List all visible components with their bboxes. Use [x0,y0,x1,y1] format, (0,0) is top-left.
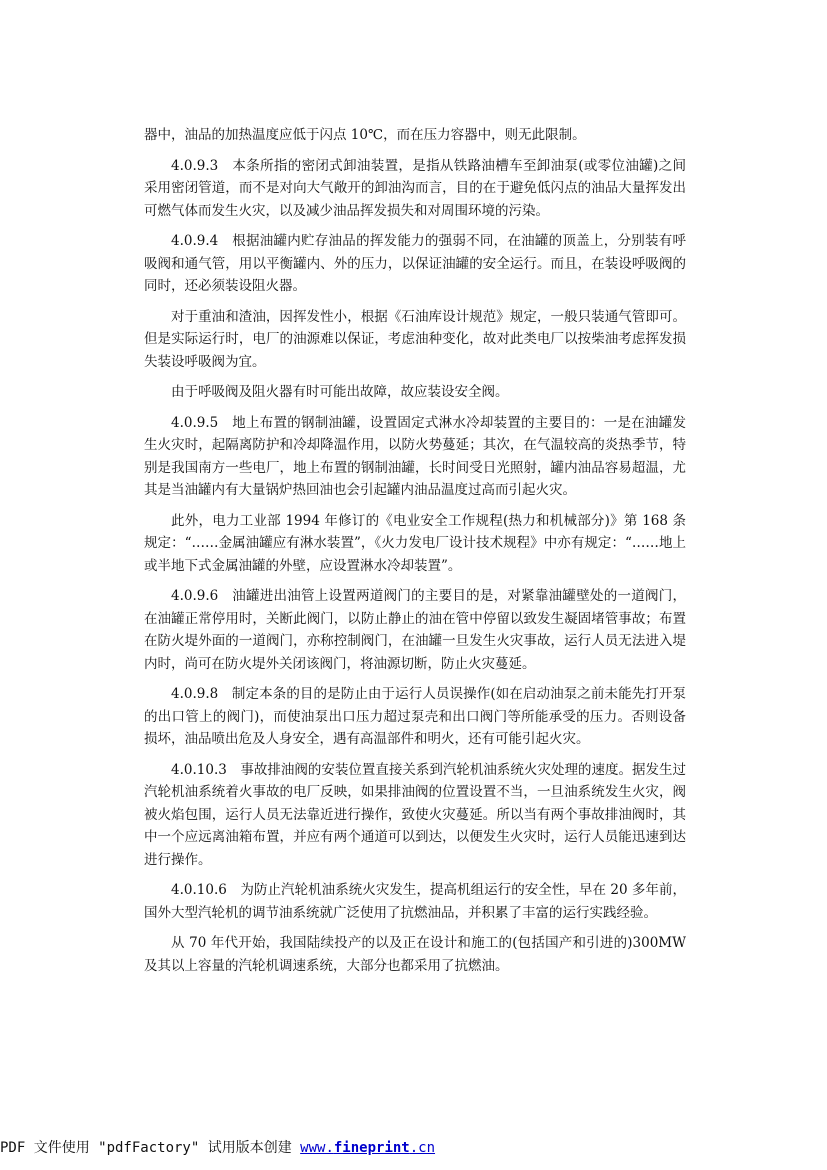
paragraph-4-0-9-6: 4.0.9.6 油罐进出油管上设置两道阀门的主要目的是，对紧靠油罐壁处的一道阀门，在油罐正常停用时，关断此阀门，以防止静止的油在管中停留以致发生凝固堵管事故；布置在防火堤外面的一道阀门，亦称控制阀门，在油罐一旦发生火灾事故，运行人员无法进入堤内时，尚可在防火堤外关闭该阀门，将油源切断，防止火灾蔓延。 [144,588,686,672]
paragraph-safety-valve: 由于呼吸阀及阻火器有时可能出故障，故应装设安全阀。 [171,384,509,400]
paragraph-4-0-9-3: 4.0.9.3 本条所指的密闭式卸油装置，是指从铁路油槽车至卸油泵(或零位油罐)之间采用密闭管道，而不是对向大气敞开的卸油沟而言，目的在于避免低闪点的油品大量挥发出可燃气体而发生火灾，以及减少油品挥发损失和对周围环境的污染。 [144,157,686,219]
link-part-www: www. [300,1140,334,1156]
paragraph-regulations: 此外，电力工业部 1994 年修订的《电业安全工作规程(热力和机械部分)》第 168 条规定：“……金属油罐应有淋水装置”，《火力发电厂设计技术规程》中亦有规定：“……地上或半地下式金属油罐的外壁，应设置淋水冷却装置”。 [144,512,686,574]
fineprint-link[interactable] [300,1140,435,1156]
paragraph-4-0-9-4: 4.0.9.4 根据油罐内贮存油品的挥发能力的强弱不同，在油罐的顶盖上，分别装有呼吸阀和通气管，用以平衡罐内、外的压力，以保证油罐的安全运行。而且，在装设呼吸阀的同时，还必须装设阻火器。 [144,233,686,294]
paragraph-4-0-9-5: 4.0.9.5 地上布置的钢制油罐，设置固定式淋水冷却装置的主要目的：一是在油罐发生火灾时，起隔离防护和冷却降温作用，以防火势蔓延；其次，在气温较高的炎热季节，特别是我国南方一些电厂，地上布置的钢制油罐，长时间受日光照射，罐内油品容易超温，尤其是当油罐内有大量锅炉热回油也会引起罐内油品温度过高而引起火灾。 [144,414,686,498]
pdf-footer [0,1137,435,1157]
paragraph-heavy-oil: 对于重油和渣油，因挥发性小，根据《石油库设计规范》规定，一般只装通气管即可。但是实际运行时，电厂的油源难以保证，考虑油种变化，故对此类电厂以按柴油考虑挥发损失装设呼吸阀为宜。 [144,308,686,370]
link-part-cn: .cn [409,1140,436,1156]
paragraph-4-0-10-3: 4.0.10.3 事故排油阀的安装位置直接关系到汽轮机油系统火灾处理的速度。据发生过汽轮机油系统着火事故的电厂反映，如果排油阀的位置设置不当，一旦油系统发生火灾，阀被火焰包围，运行人员无法靠近进行操作，致使火灾蔓延。所以当有两个事故排油阀时，其中一个应远离油箱布置，并应有两个通道可以到达，以便发生火灾时，运行人员能迅速到达进行操作。 [144,761,686,868]
paragraph-4-0-10-6: 4.0.10.6 为防止汽轮机油系统火灾发生，提高机组运行的安全性，早在 20 多年前，国外大型汽轮机的调节油系统就广泛使用了抗燃油品，并积累了丰富的运行实践经验。 [144,882,686,921]
link-part-fineprint: fineprint [333,1140,410,1156]
footer-text: PDF 文件使用 "pdfFactory" 试用版本创建 [0,1140,301,1156]
document-body [144,124,686,985]
paragraph-continuation: 器中，油品的加热温度应低于闪点 10℃，而在压力容器中，则无此限制。 [144,127,586,143]
paragraph-4-0-9-8: 4.0.9.8 制定本条的目的是防止由于运行人员误操作(如在启动油泵之前未能先打开泵的出口管上的阀门)，而使油泵出口压力超过泵壳和出口阀门等所能承受的压力。否则设备损坏，油品喷出危及人身安全，遇有高温部件和明火，还有可能引起火灾。 [144,686,686,747]
paragraph-fire-resistant-oil: 从 70 年代开始，我国陆续投产的以及正在设计和施工的(包括国产和引进的)300MW 及其以上容量的汽轮机调速系统，大部分也都采用了抗燃油。 [144,935,686,974]
